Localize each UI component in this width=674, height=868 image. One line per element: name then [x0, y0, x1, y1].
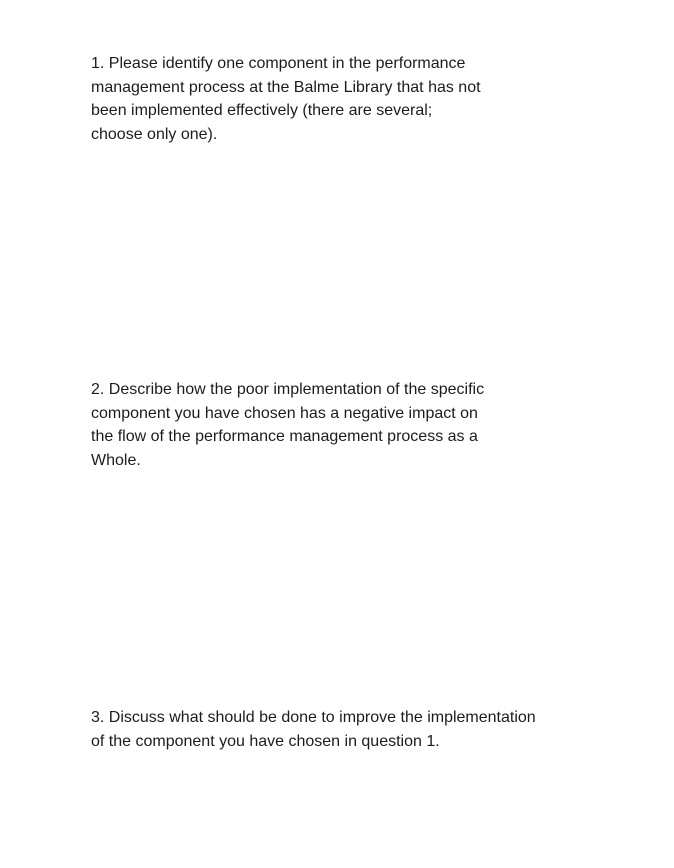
question-1 — [91, 52, 481, 146]
question-2-line-1: 2. Describe how the poor implementation of the specific — [91, 381, 485, 398]
question-1-line-2: management process at the Balme Library that has not — [91, 78, 481, 96]
question-3-line-2: of the component you have chosen in question 1. — [91, 732, 440, 750]
question-2-line-4: Whole. — [91, 451, 141, 469]
question-1-line-4: choose only one). — [91, 125, 218, 143]
question-3-line-1: 3. Discuss what should be done to improve the implementation — [91, 709, 536, 726]
question-2-line-3: the flow of the performance management process as a — [91, 428, 478, 445]
question-1-line-3: been implemented effectively (there are several; — [91, 102, 433, 119]
question-2-line-2: component you have chosen has a negative impact on — [91, 404, 478, 422]
question-3 — [91, 706, 536, 753]
question-1-line-1: 1. Please identify one component in the performance — [91, 55, 466, 72]
question-2 — [91, 378, 484, 472]
